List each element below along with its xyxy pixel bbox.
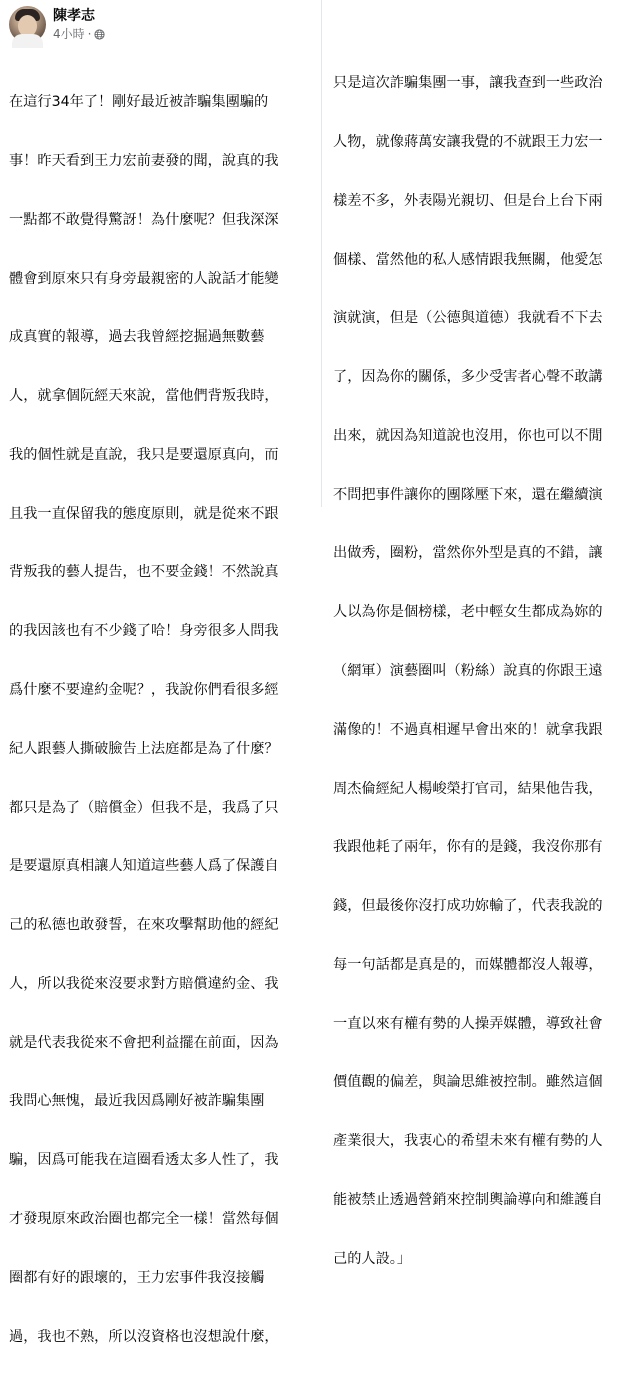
post-text-line: （網軍）演藝圈叫（粉絲）說真的你跟王遠 (333, 663, 603, 679)
post-text-line: 圈都有好的跟壞的，王力宏事件我沒接觸 (9, 1269, 265, 1286)
post-text-line: 了，因為你的關係，多少受害者心聲不敢講 (333, 369, 603, 386)
post-text-line: 演就演，但是（公德與道德）我就看不下去 (333, 310, 603, 327)
post-text-line: 出來，就因為知道說也沒用，你也可以不閒 (333, 427, 603, 444)
right-screenshot-panel (330, 0, 641, 1267)
post-text-line: 我的個性就是直說，我只是要還原真向，而 (9, 446, 279, 463)
post-text-line: 價值觀的偏差，與論思維被控制。雖然這個 (333, 1074, 603, 1091)
post-text-line: 能被禁止透過營銷來控制輿論導向和維護自 (333, 1192, 603, 1209)
post-text-line: 個樣、當然他的私人感情跟我無關，他愛怎 (333, 251, 603, 268)
post-text-line: 我跟他耗了兩年，你有的是錢，我沒你那有 (333, 839, 603, 856)
post-text-line: 只是這次詐騙集團一事，讓我查到一些政治 (333, 75, 603, 92)
post-body-right (333, 35, 639, 1309)
post-header (9, 6, 309, 46)
globe-icon[interactable] (94, 29, 105, 40)
post-text-line: 人以為你是個榜樣，老中輕女生都成為妳的 (333, 604, 603, 621)
post-text-line: 騙，因爲可能我在這圈看透太多人性了，我 (9, 1152, 279, 1169)
post-meta (53, 27, 105, 41)
panel-divider (321, 0, 322, 507)
post-text-line: 紀人跟藝人撕破臉告上法庭都是為了什麼？ (9, 740, 279, 757)
post-text-line: 在這行34年了！剛好最近被詐騙集團騙的 (9, 94, 269, 111)
post-text-line: 體會到原來只有身旁最親密的人說話才能變 (9, 270, 279, 287)
post-text-line: 過，我也不熟，所以沒資格也沒想說什麼， (9, 1328, 279, 1345)
post-text-line: 己的人設。」 (333, 1250, 412, 1267)
post-text-line: 出做秀，圈粉，當然你外型是真的不錯，讓 (333, 545, 603, 562)
post-text-line: 每一句話都是真是的，而媒體都沒人報導， (333, 956, 603, 973)
left-screenshot-panel (0, 0, 320, 1345)
post-text-line: 才發現原來政治圈也都完全一樣！當然每個 (9, 1211, 279, 1228)
post-body-left (9, 54, 315, 1386)
post-text-line: 人，就拿個阮經天來說，當他們背叛我時， (9, 388, 279, 405)
author-avatar[interactable] (9, 6, 46, 43)
post-text-line: 的我因該也有不少錢了哈！身旁很多人問我 (9, 623, 279, 640)
post-text-line: 爲什麼不要違約金呢？，我說你們看很多經 (9, 682, 279, 698)
post-text-line: 一直以來有權有勢的人操弄媒體，導致社會 (333, 1015, 603, 1032)
post-text-line: 錢，但最後你沒打成功妳輸了，代表我說的 (333, 898, 603, 915)
post-text-line: 產業很大，我衷心的希望未來有權有勢的人 (333, 1133, 603, 1150)
post-text-line: 背叛我的藝人提告，也不要金錢！不然說真 (9, 564, 279, 581)
post-text-line: 我問心無愧，最近我因爲剛好被詐騙集團 (9, 1093, 265, 1110)
post-text-line: 人物，就像蔣萬安讓我覺的不就跟王力宏一 (333, 133, 603, 150)
post-text-line: 滿像的！不過真相遲早會出來的！就拿我跟 (333, 721, 603, 738)
post-text-line: 周杰倫經紀人楊峻榮打官司，結果他告我， (333, 780, 603, 797)
post-text-line: 樣差不多，外表陽光親切、但是台上台下兩 (333, 192, 603, 209)
post-text-line: 都只是為了（賠償金）但我不是，我爲了只 (9, 799, 279, 816)
post-text-line: 事！昨天看到王力宏前妻發的聞，說真的我 (9, 152, 279, 169)
avatar-shirt (12, 34, 43, 48)
post-text-line: 人，所以我從來沒要求對方賠償違約金、我 (9, 975, 279, 992)
meta-separator: · (87, 27, 92, 41)
post-text-line: 成真實的報導，過去我曾經挖掘過無數藝 (9, 329, 265, 346)
post-text-line: 且我一直保留我的態度原則，就是從來不跟 (9, 505, 279, 522)
post-text-line: 就是代表我從來不會把利益擺在前面，因為 (9, 1034, 279, 1051)
author-name[interactable]: 陳孝志 (53, 8, 95, 24)
post-text-line: 是要還原真相讓人知道這些藝人爲了保護自 (9, 858, 279, 875)
post-time[interactable]: 4小時 (53, 27, 85, 41)
post-text-line: 己的私德也敢發誓，在來攻擊幫助他的經紀 (9, 917, 279, 934)
post-text-line: 不問把事件讓你的團隊壓下來，還在繼續演 (333, 486, 603, 503)
post-text-line: 一點都不敢覺得驚訝！為什麼呢？但我深深 (9, 211, 279, 228)
